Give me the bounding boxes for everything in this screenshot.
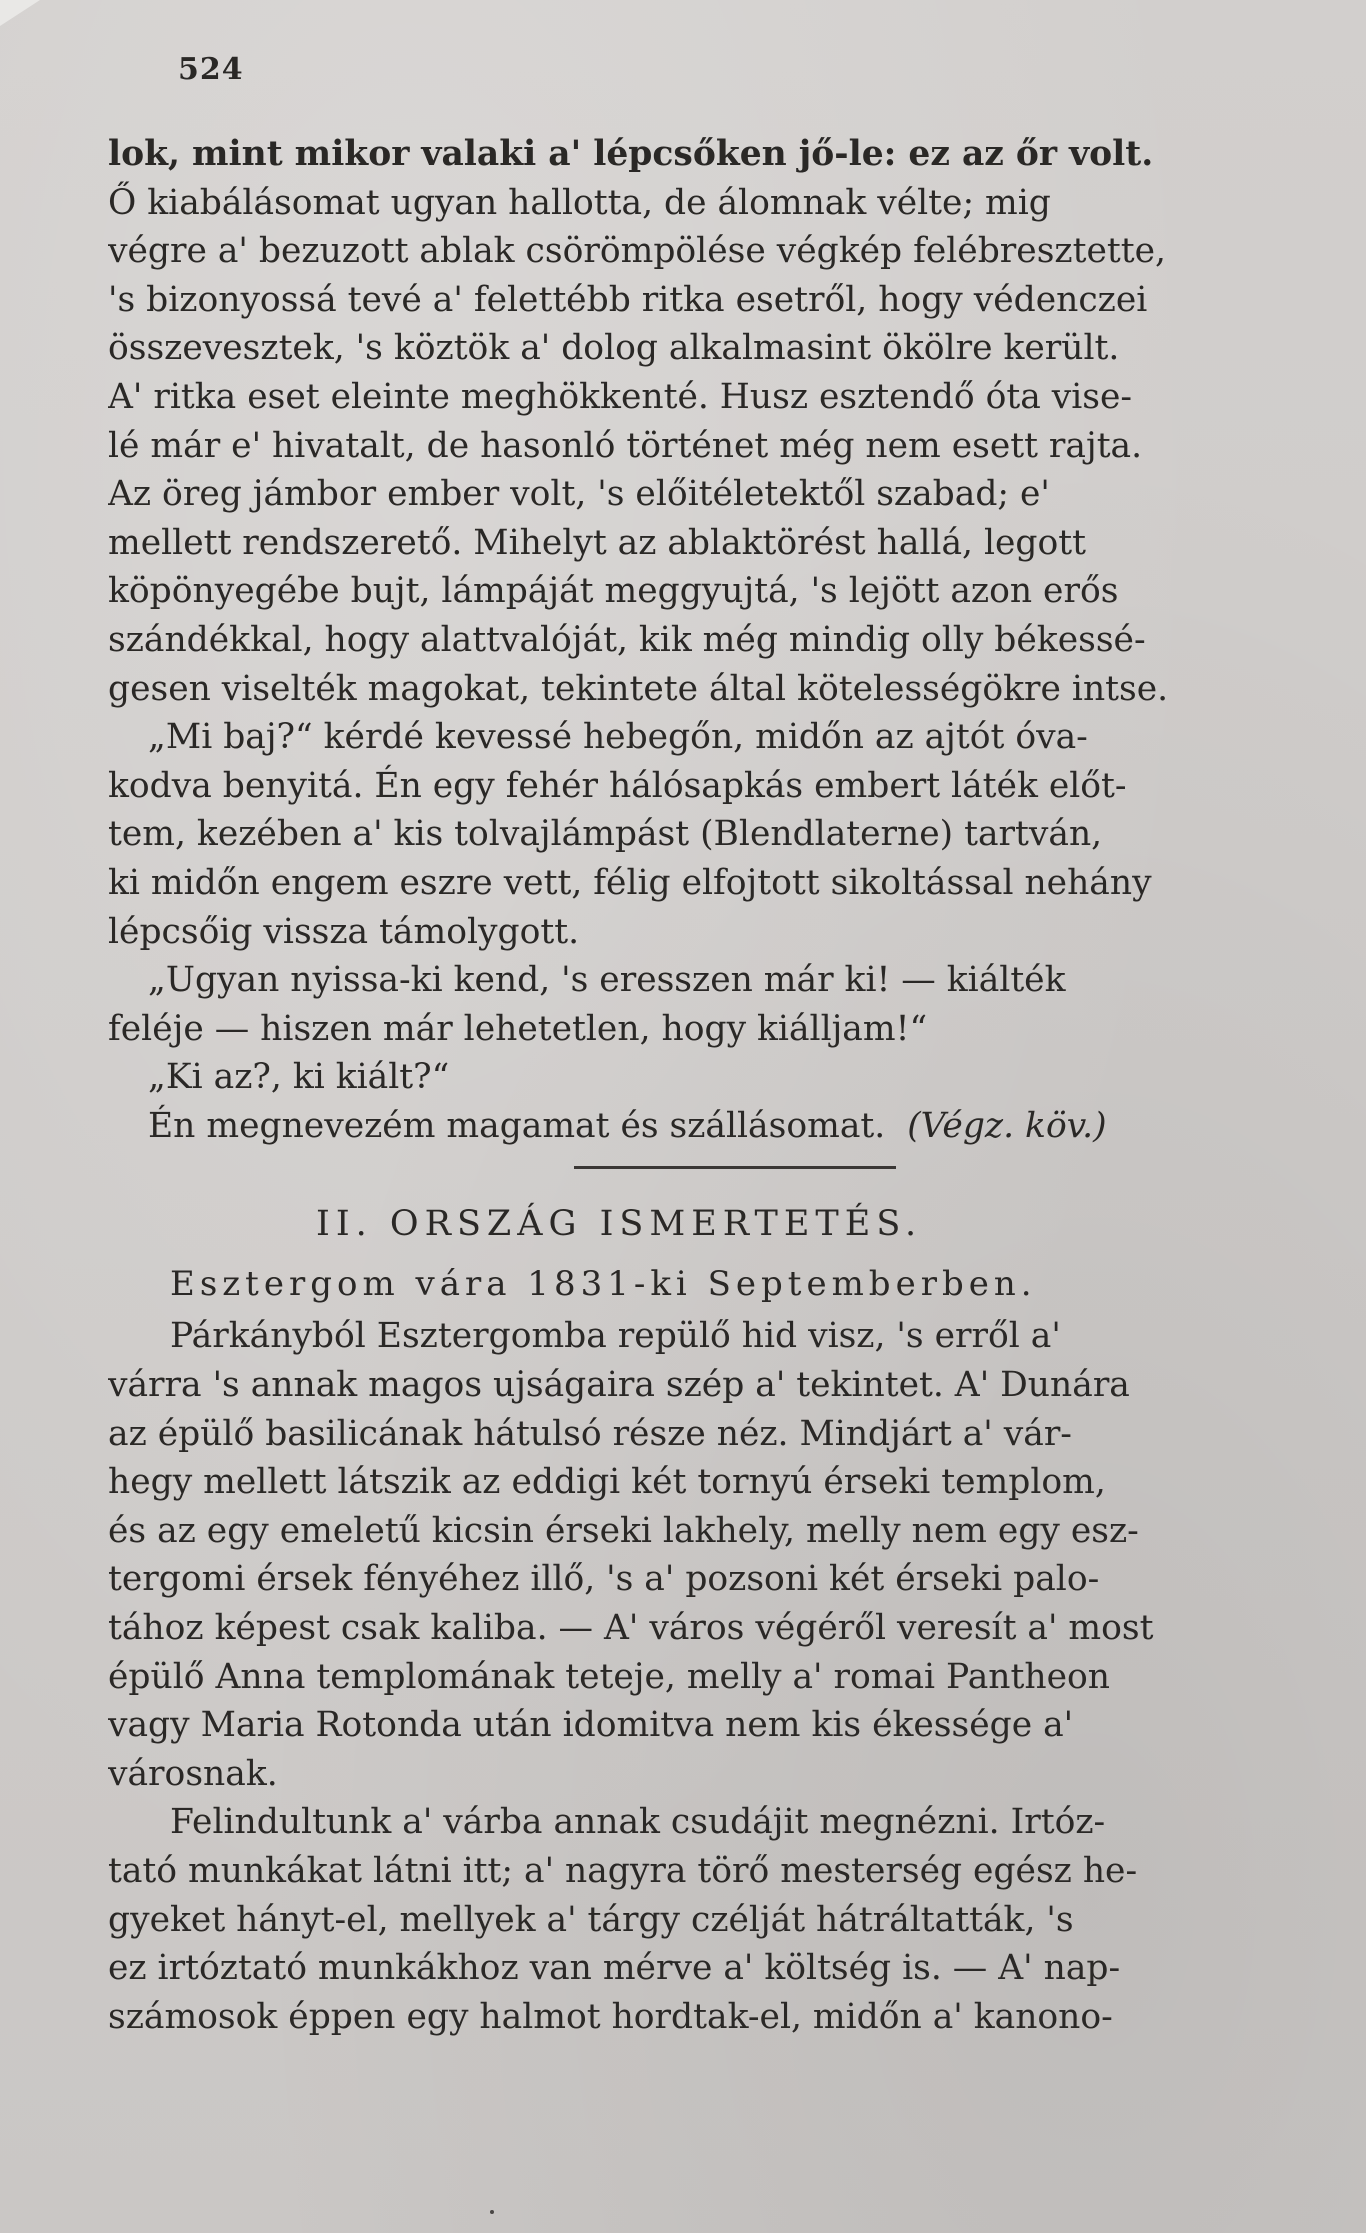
story-line: Az öreg jámbor ember volt, 's előitéletektől szabad; e': [108, 474, 1050, 515]
story-line: Ő kiabálásomat ugyan hallotta, de álomnak vélte; mig: [108, 182, 1051, 223]
to-be-continued-note: (Végz. köv.): [907, 1105, 1107, 1146]
paragraph-line: városnak.: [108, 1753, 278, 1794]
story-line: lépcsőig vissza támolygott.: [108, 911, 580, 952]
story-line: A' ritka eset eleinte meghökkenté. Husz esztendő óta vise-: [108, 376, 1133, 417]
story-line: összevesztek, 's köztök a' dolog alkalmasint ökölre került.: [108, 328, 1120, 369]
story-last-text: Én megnevezém magamat és szállásomat.: [148, 1105, 886, 1146]
paragraph-line: épülő Anna templomának teteje, melly a' romai Pantheon: [108, 1656, 1110, 1697]
story-line: lé már e' hivatalt, de hasonló történet még nem esett rajta.: [108, 425, 1143, 466]
ink-speck: [490, 2210, 494, 2214]
story-line: köpönyegébe bujt, lámpáját meggyujtá, 's lejött azon erős: [108, 571, 1119, 612]
paragraph-line: gyeket hányt-el, mellyek a' tárgy czélját hátráltatták, 's: [108, 1899, 1074, 1940]
story-line: „Ki az?, ki kiált?“: [148, 1057, 450, 1098]
paragraph-line: ez irtóztató munkákhoz van mérve a' költség is. — A' nap-: [108, 1948, 1121, 1989]
story-line: „Mi baj?“ kérdé kevessé hebegőn, midőn az ajtót óva-: [148, 717, 1088, 758]
paragraph-line: Párkányból Esztergomba repülő hid visz, 's erről a': [170, 1316, 1061, 1357]
story-line: feléje — hiszen már lehetetlen, hogy kiálljam!“: [108, 1008, 928, 1049]
story-line: lok, mint mikor valaki a' lépcsőken jő-le: ez az őr volt.: [108, 134, 1154, 174]
story-line: „Ugyan nyissa-ki kend, 's eresszen már ki! — kiálték: [148, 960, 1066, 1001]
section-divider: [108, 1150, 1238, 1192]
story-line: tem, kezében a' kis tolvajlámpást (Blendlaterne) tartván,: [108, 814, 1103, 855]
paragraph-line: tató munkákat látni itt; a' nagyra törő mesterség egész he-: [108, 1851, 1138, 1891]
page-text: [108, 130, 1238, 2041]
paragraph-line: tához képest csak kaliba. — A' város végéről veresít a' most: [108, 1608, 1154, 1649]
paragraph-line: vagy Maria Rotonda után idomitva nem kis ékessége a': [108, 1705, 1074, 1746]
paragraph-line: Felindultunk a' várba annak csudájit megnézni. Irtóz-: [170, 1802, 1106, 1843]
section-title: II. ORSZÁG ISMERTETÉS.: [316, 1204, 923, 1245]
story-line: kodva benyitá. Én egy fehér hálósapkás embert láték előt-: [108, 765, 1127, 806]
story-line-last: [108, 1102, 1238, 1151]
divider-rule: [574, 1166, 896, 1169]
story-line: végre a' bezuzott ablak csörömpölése végkép felébresztette,: [108, 231, 1166, 272]
page-number: 524: [178, 52, 244, 87]
story-line: gesen viselték magokat, tekintete által kötelességökre intse.: [108, 668, 1169, 709]
paragraph-line: hegy mellett látszik az eddigi két tornyú érseki templom,: [108, 1462, 1106, 1503]
story-line: mellett rendszerető. Mihelyt az ablaktörést hallá, legott: [108, 522, 1086, 563]
torn-corner: [0, 0, 40, 26]
paragraph-line: és az egy emeletű kicsin érseki lakhely, melly nem egy esz-: [108, 1510, 1139, 1551]
story-line: ki midőn engem eszre vett, félig elfojtott sikoltással nehány: [108, 862, 1152, 903]
story-line: 's bizonyossá tevé a' felettébb ritka esetről, hogy védenczei: [108, 279, 1148, 320]
paragraph-line: az épülő basilicának hátulsó része néz. Mindjárt a' vár-: [108, 1413, 1072, 1454]
paragraph-line: számosok éppen egy halmot hordtak-el, midőn a' kanono-: [108, 1996, 1113, 2037]
story-line: szándékkal, hogy alattvalóját, kik még mindig olly békessé-: [108, 619, 1146, 660]
section-subtitle: Esztergom vára 1831-ki Septemberben.: [170, 1264, 1037, 1305]
paragraph-line: várra 's annak magos ujságaira szép a' tekintet. A' Dunára: [108, 1365, 1130, 1406]
paragraph-line: tergomi érsek fényéhez illő, 's a' pozsoni két érseki palo-: [108, 1559, 1100, 1600]
